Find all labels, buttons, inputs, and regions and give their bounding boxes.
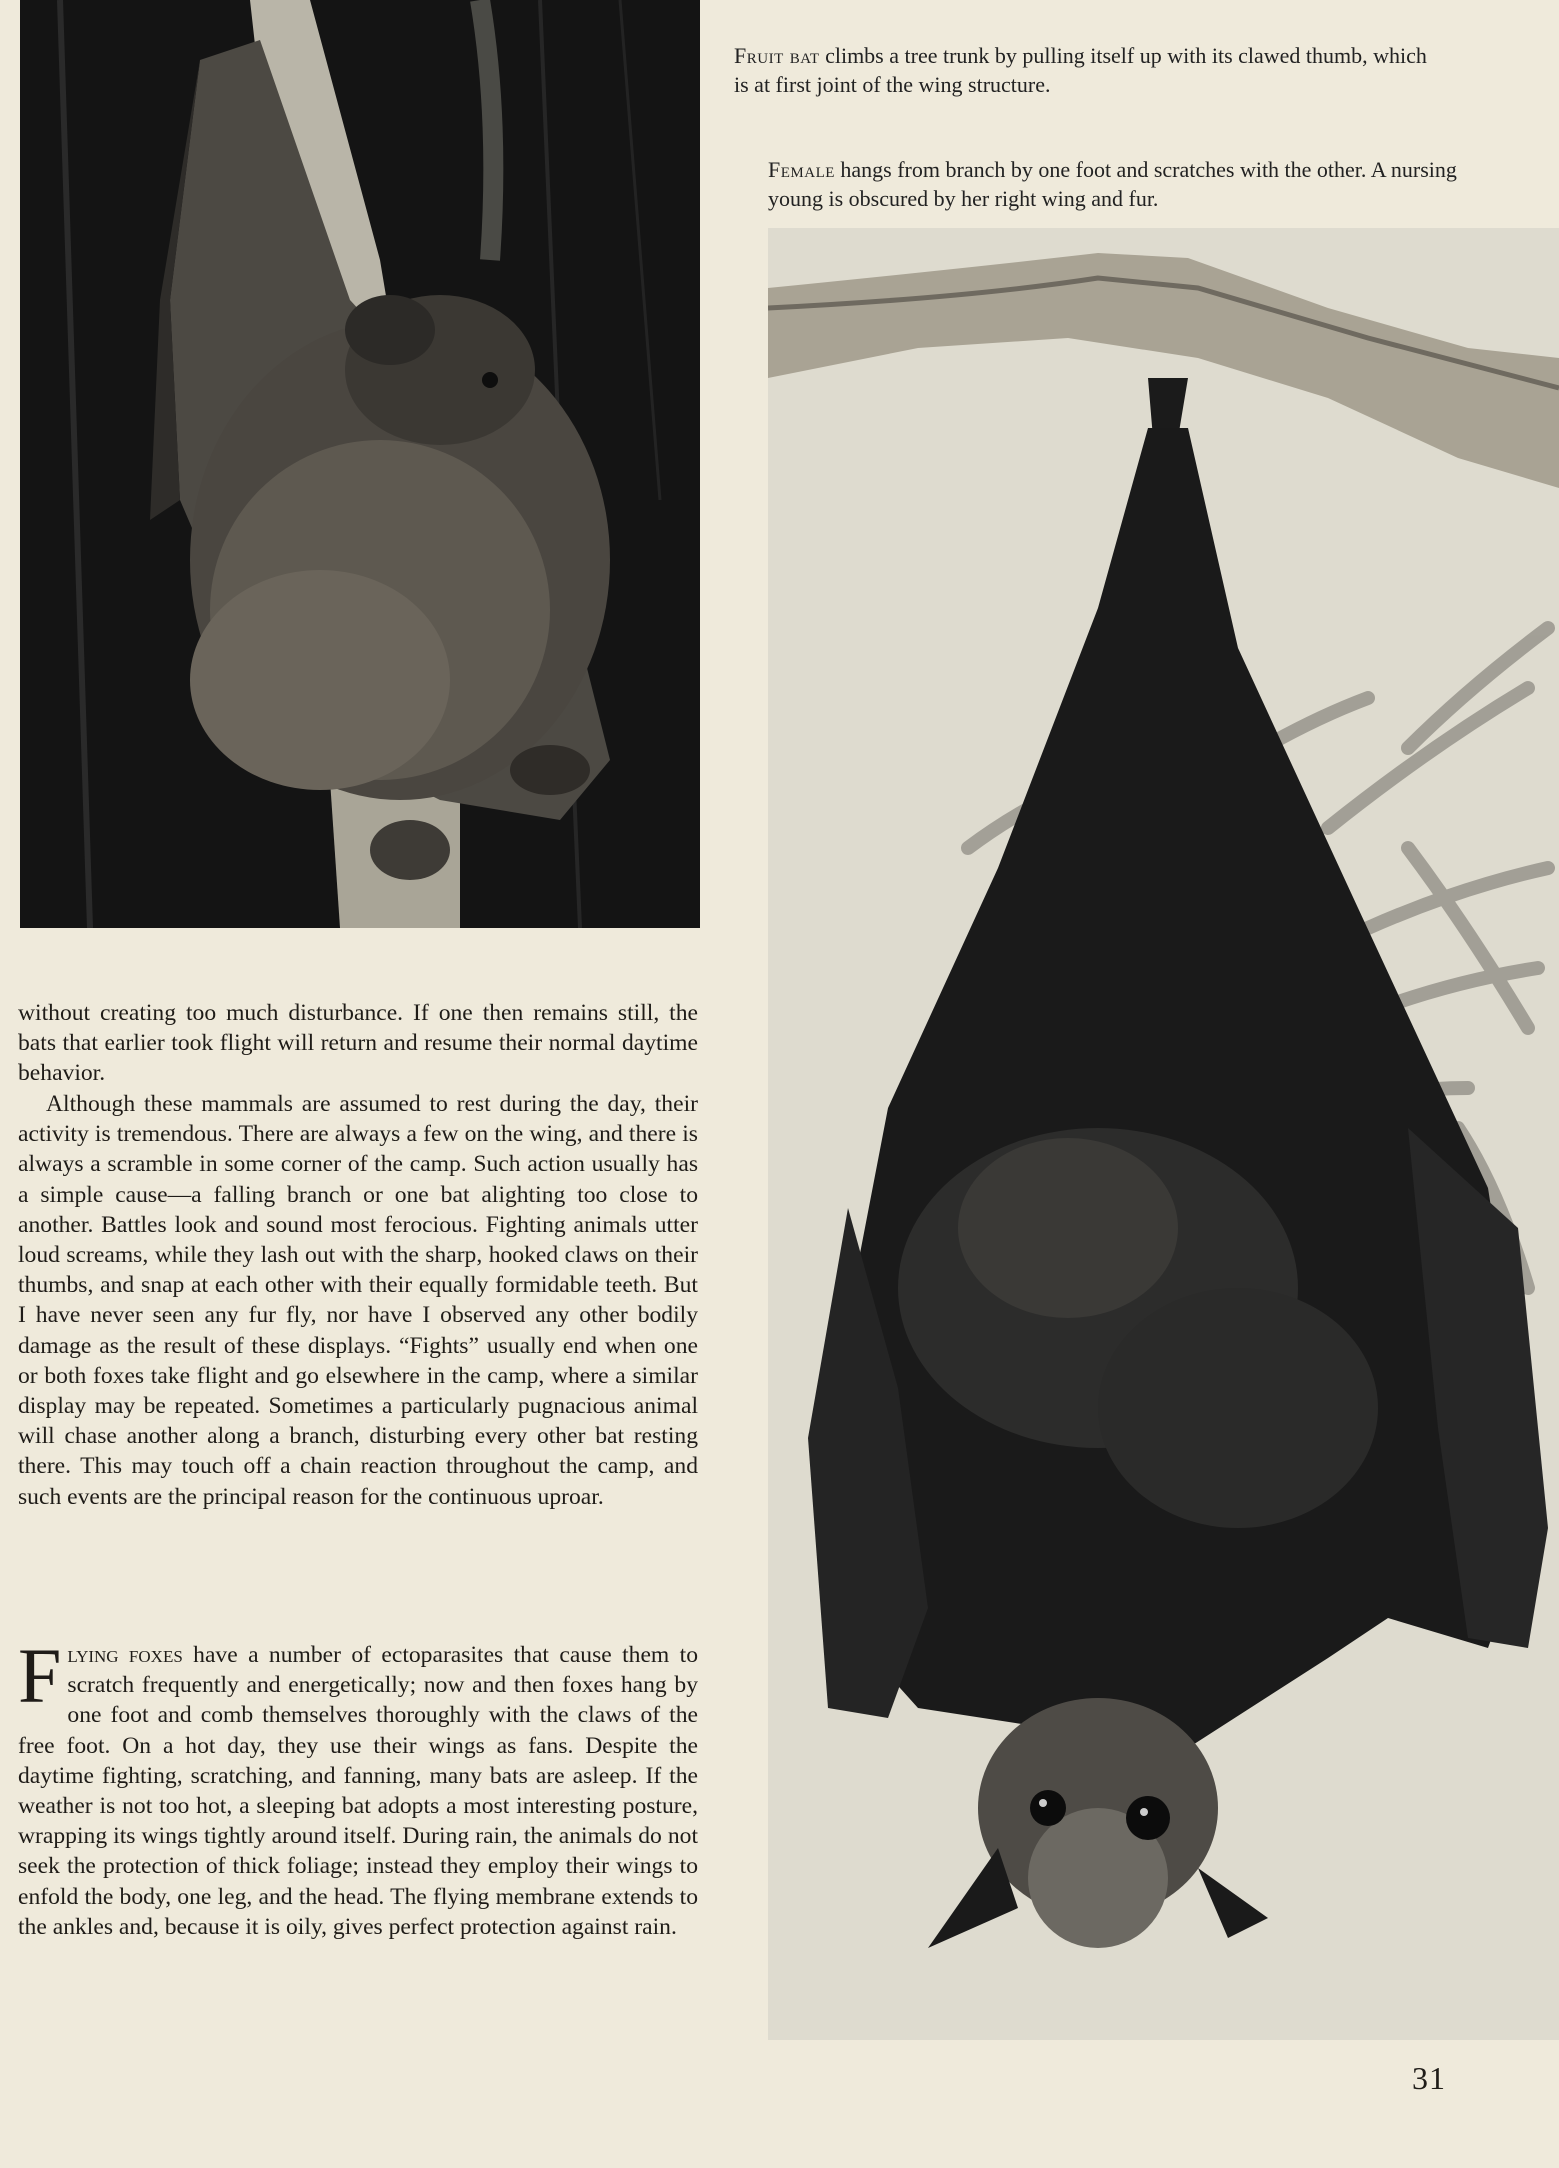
fruit-bat-climbing-photo: [20, 0, 700, 928]
paragraph-lead: lying foxes: [67, 1642, 183, 1668]
paragraph-text: Although these mammals are assumed to rest during the day, their activity is tremendous. There are always a few on the wing, and there is always a scramble in some corner of the camp. Such action usually has a simple cause—a falling branch or one bat alighting too close to another. Battles look and sound most ferocious. Fighting animals utter loud screams, while they lash out with the sharp, hooked claws on their thumbs, and snap at each other with their equally formidable teeth. But I have never seen any fur fly, nor have I observed any other bodily damage as the result of these displays. “Fights” usually end when one or both foxes take flight and go elsewhere in the camp, where a similar display may be repeated. Sometimes a particularly pugnacious animal will chase another along a branch, disturbing every other bat resting there. This may touch off a chain reaction throughout the camp, and such events are the principal reason for the continuous uproar.: [18, 1091, 698, 1510]
paragraph-text: without creating too much disturbance. If one then remains still, the bats that earlier took flight will return and resume their normal daytime behavior.: [18, 1000, 698, 1087]
caption-text: climbs a tree trunk by pulling itself up with its clawed thumb, which is at first joint of the wing structure.: [734, 43, 1427, 97]
drop-cap: F: [18, 1632, 62, 1719]
female-bat-hanging-photo: [768, 228, 1559, 2040]
caption-lead: Female: [768, 157, 835, 182]
paragraph-text: have a number of ectoparasites that cause them to scratch frequently and energetically; now and then foxes hang by one foot and comb themselves thoroughly with the claws of the free foot. On a hot day, they use their wings as fans. Despite the daytime fighting, scratching, and fanning, many bats are asleep. If the weather is not too hot, a sleeping bat adopts a most interesting posture, wrapping its wings tightly around itself. During rain, the animals do not seek the protection of thick foliage; instead they employ their wings to enfold the body, one leg, and the head. The flying membrane extends to the ankles and, because it is oily, gives perfect protection against rain.: [18, 1642, 699, 1940]
page-number: 31: [1412, 2060, 1446, 2096]
article-paragraph-2: [18, 1089, 698, 1512]
article-paragraph-3: [18, 1632, 699, 1942]
caption-text: hangs from branch by one foot and scratches with the other. A nursing young is obscured by her right wing and fur.: [768, 157, 1457, 211]
article-paragraph-1: [18, 998, 698, 1089]
female-bat-caption: [768, 155, 1468, 213]
caption-lead: Fruit bat: [734, 43, 820, 68]
fruit-bat-caption: [734, 41, 1434, 99]
